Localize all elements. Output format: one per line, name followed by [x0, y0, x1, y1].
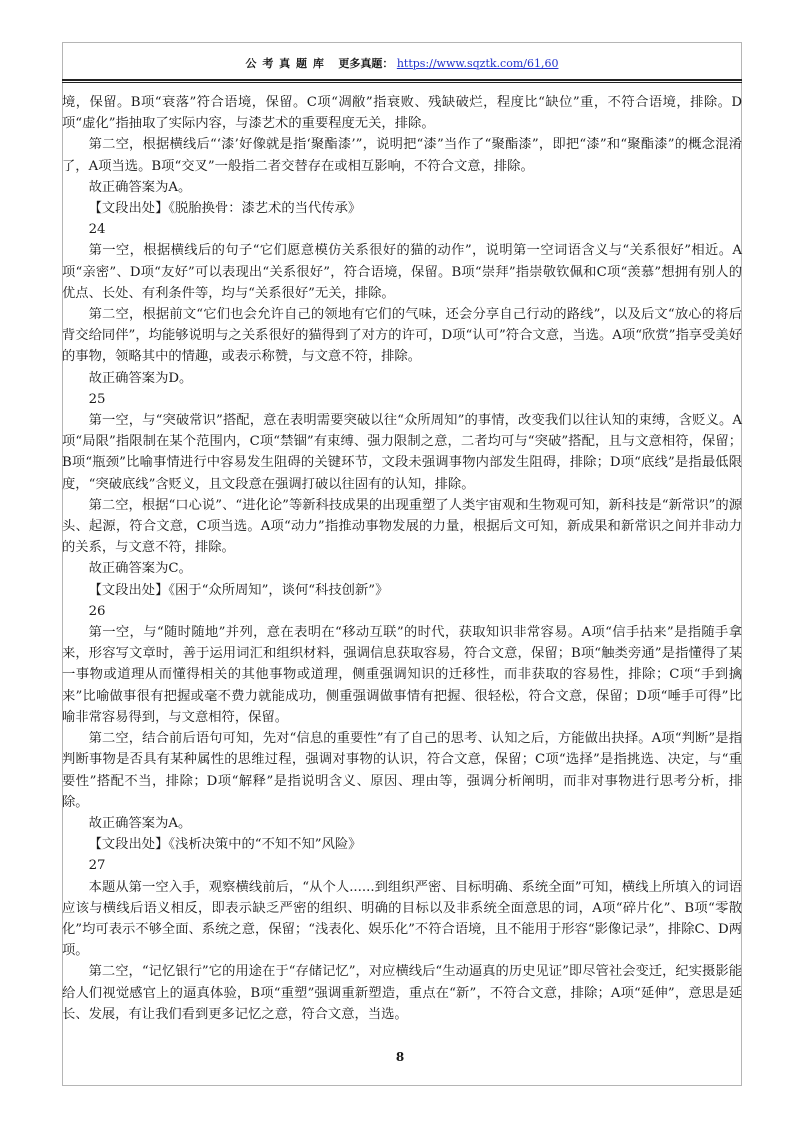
paragraph: 故正确答案为D。: [88, 370, 193, 386]
document-body: [62, 92, 742, 1025]
question-number: 26: [88, 603, 106, 619]
paragraph: 本题从第一空入手，观察横线前后，“从个人......到组织严密、目标明确、系统全面”可知，横线上所填入的词语应该与横线后语义相反，即表示缺乏严密的组织、明确的目标以及非系统全面意思的词，A项“碎片化”、B项“零散化”均可表示不够全面、系统之意，保留；“浅表化、娱乐化”不符合语境，且不能用于形容“影像记录”，排除C、D两项。: [62, 879, 742, 959]
paragraph: 第二空，“记忆银行”它的用途在于“存储记忆”，对应横线后“生动逼真的历史见证”即尽管社会变迁，纪实摄影能给人们视觉感官上的逼真体验，B项“重塑”强调重新塑造，重点在“新”，不符合文意，排除；A项“延伸”，意思是延长、发展，有让我们看到更多记忆之意，符合文意，当选。: [62, 964, 742, 1022]
paragraph: 故正确答案为C。: [88, 561, 192, 577]
header-rule: [62, 79, 742, 83]
paragraph-continuation: 境，保留。B项“衰落”符合语境，保留。C项“凋敝”指衰败、残缺破烂，程度比“缺位”重，不符合语境，排除。D项“虚化”指抽取了实际内容，与漆艺术的重要程度无关，排除。: [62, 95, 742, 132]
header-label: 更多真题：: [338, 57, 394, 70]
paragraph: 第二空，根据“口心说”、“进化论”等新科技成果的出现重塑了人类宇宙观和生物观可知，新科技是“新常识”的源头、起源，符合文意，C项当选。A项“动力”指推动事物发展的力量，根据后文可知，新成果和新常识之间并非动力的关系，与文意不符，排除。: [62, 497, 742, 556]
source-citation: 【文段出处】《脱胎换骨：漆艺术的当代传承》: [88, 201, 362, 217]
page-number: 8: [395, 1050, 405, 1064]
paragraph: 第一空，与“突破常识”搭配，意在表明需要突破以往“众所周知”的事情，改变我们以往认知的束缚，含贬义。A项“局限”指限制在某个范围内，C项“禁锢”有束缚、强力限制之意，二者均可与“突破”搭配，且与文意相符，保留；B项“瓶颈”比喻事情进行中容易发生阻碍的关键环节，文段未强调事物内部发生阻碍，排除；D项“底线”是指最低限度，“突破底线”含贬义，且文段意在强调打破以往固有的认知，排除。: [62, 413, 742, 492]
page-header: [62, 53, 742, 75]
source-citation: 【文段出处】《浅析决策中的“不知不知”风险》: [88, 837, 362, 853]
source-citation: 【文段出处】《困于“众所周知”，谈何“科技创新”》: [88, 582, 389, 598]
paragraph: 第一空，与“随时随地”并列，意在表明在“移动互联”的时代，获取知识非常容易。A项“信手拈来”是指随手拿来，形容写文章时，善于运用词汇和组织材料，强调信息获取容易，符合文意，保留；B项“触类旁通”是指懂得了某一事物或道理从而懂得相关的其他事物或道理，侧重强调知识的迁移性，而非获取的容易性，排除；C项“手到擒来”比喻做事很有把握或毫不费力就能成功，侧重强调做事情有把握、很轻松，符合文意，保留；D项“唾手可得”比喻非常容易得到，与文意相符，保留。: [62, 625, 742, 725]
header-brand: 公 考 真 题 库: [245, 57, 325, 70]
question-number: 27: [88, 858, 106, 874]
paragraph: 第二空，结合前后语句可知，先对“信息的重要性”有了自己的思考、认知之后，方能做出抉择。A项“判断”是指判断事物是否具有某种属性的思维过程，强调对事物的认识，符合文意，保留；C项“选择”是指挑选、决定，与“重要性”搭配不当，排除；D项“解释”是指说明含义、原因、理由等，强调分析阐明，而非对事物进行思考分析，排除。: [62, 731, 742, 810]
paragraph: 故正确答案为A。: [88, 179, 192, 195]
paragraph: 第一空，根据横线后的句子“它们愿意模仿关系很好的猫的动作”，说明第一空词语含义与“关系很好”相近。A项“亲密”、D项“友好”可以表现出“关系很好”，符合语境，保留。B项“崇拜”指崇敬钦佩和C项“羡慕”想拥有别人的优点、长处、有利条件等，均与“关系很好”无关，排除。: [62, 243, 742, 301]
question-number: 24: [88, 222, 106, 238]
paragraph: 第二空，根据横线后“‘漆’好像就是指‘聚酯漆’”，说明把“漆”当作了“聚酯漆”，即把“漆”和“聚酯漆”的概念混淆了，A项当选。B项“交叉”一般指二者交替存在或相互影响，不符合文意，排除。: [62, 137, 742, 174]
question-number: 25: [88, 391, 106, 407]
paragraph: 故正确答案为A。: [88, 815, 192, 831]
header-link[interactable]: https://www.sqztk.com/61,60: [396, 57, 559, 70]
paragraph: 第二空，根据前文“它们也会允许自己的领地有它们的气味，还会分享自己行动的路线”，以及后文“放心的将后背交给同伴”，均能够说明与之关系很好的猫得到了对方的许可，D项“认可”符合文意，当选。A项“欣赏”指享受美好的事物，领略其中的情趣，或表示称赞，与文意不符，排除。: [62, 307, 742, 365]
